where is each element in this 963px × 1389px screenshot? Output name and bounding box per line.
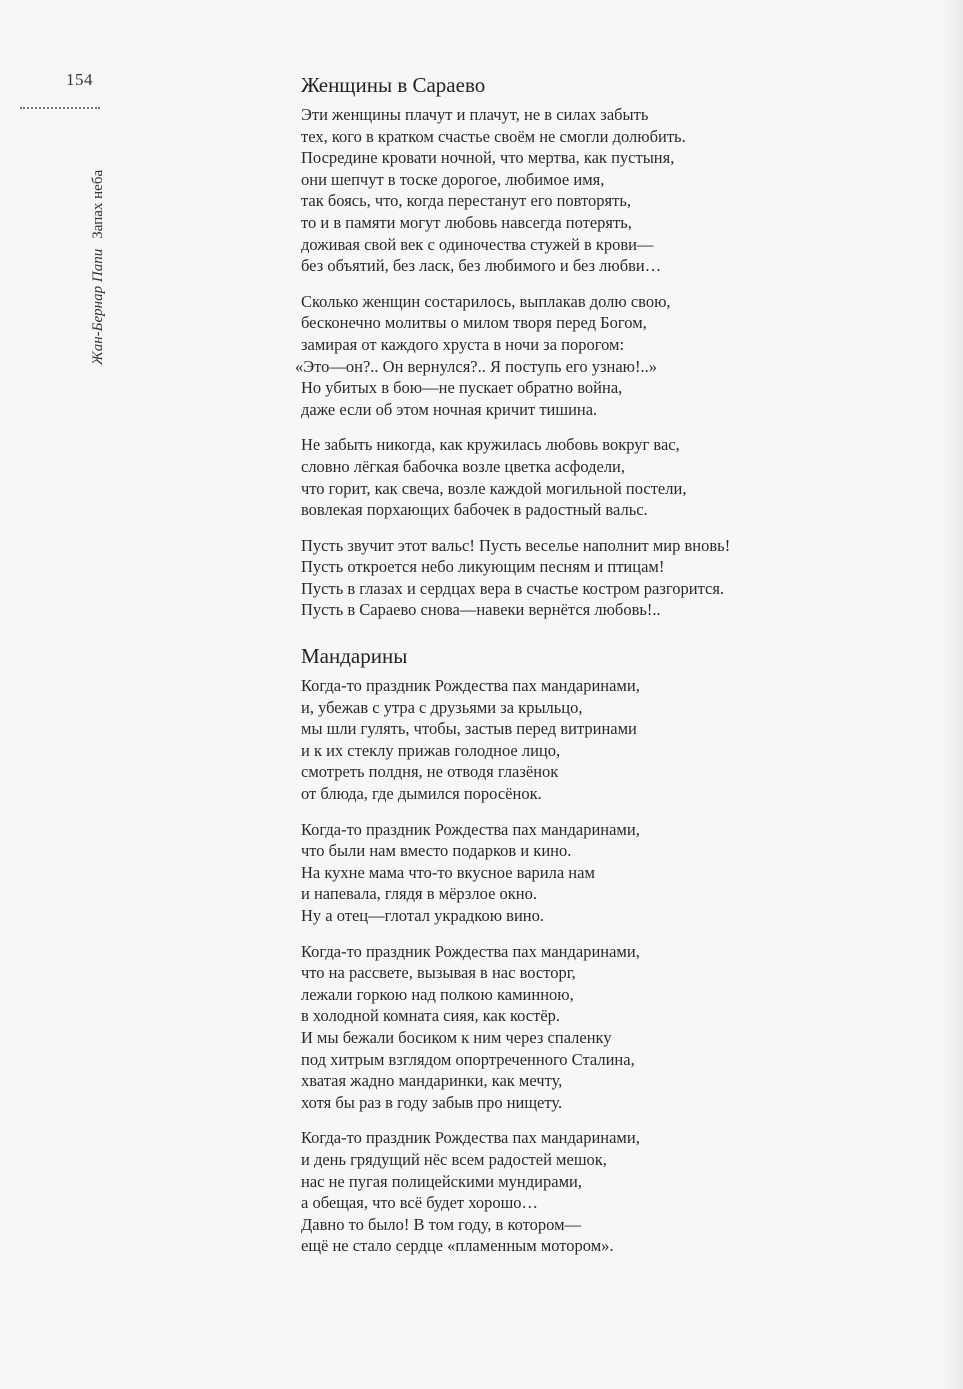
poem-line: и, убежав с утра с друзьями за крыльцо, xyxy=(301,697,583,717)
poem xyxy=(301,643,921,1257)
poem-line: Эти женщины плачут и плачут, не в силах забыть xyxy=(301,105,649,124)
poem-line: а обещая, что всё будет хорошо… xyxy=(301,1193,539,1213)
poem-line: замирая от каждого хруста в ночи за порогом: xyxy=(301,334,625,354)
poem-line: бесконечно молитвы о милом творя перед Богом, xyxy=(301,313,647,333)
poem-line: Давно то было! В том году, в котором— xyxy=(301,1214,582,1234)
poem-line: тех, кого в кратком счастье своём не смогли долюбить. xyxy=(301,126,686,146)
poem-line: в холодной комната сияя, как костёр. xyxy=(301,1006,561,1026)
poem-line: Пусть звучит этот вальс! Пусть веселье наполнит мир вновь! xyxy=(301,535,731,555)
poem-line: Ну а отец—глотал украдкою вино. xyxy=(301,906,545,925)
poem-line: без объятий, без ласк, без любимого и без любви… xyxy=(301,256,662,276)
poem-line: И мы бежали босиком к ним через спаленку xyxy=(301,1027,612,1047)
page-edge-shadow xyxy=(941,0,963,1389)
poem-line: хотя бы раз в году забыв про нищету. xyxy=(301,1092,563,1112)
page-content xyxy=(295,72,921,1271)
poem-line: даже если об этом ночная кричит тишина. xyxy=(301,399,598,419)
poem-line: На кухне мама что-то вкусное варила нам xyxy=(301,862,595,882)
dotted-rule-divider xyxy=(20,107,100,109)
poem-line: от блюда, где дымился поросёнок. xyxy=(301,784,542,804)
page-number: 154 xyxy=(66,70,93,89)
poem-line: «Это—он?.. Он вернулся?.. Я поступь его узнаю!..» xyxy=(295,356,657,376)
poem-line: доживая свой век с одиночества стужей в крови— xyxy=(301,234,654,254)
poem-line: и напевала, глядя в мёрзлое окно. xyxy=(301,884,538,904)
poem-title: Мандарины xyxy=(301,644,408,669)
running-head-author: Жан-Бернар Папи xyxy=(90,248,106,365)
poem-line: что были нам вместо подарков и кино. xyxy=(301,841,572,861)
poem-line: вовлекая порхающих бабочек в радостный вальс. xyxy=(301,500,648,520)
poem-line: Пусть в Сараево снова—навеки вернётся любовь!.. xyxy=(301,600,661,620)
stanza xyxy=(301,675,921,805)
poem-line: нас не пугая полицейскими мундирами, xyxy=(301,1171,582,1191)
stanza xyxy=(301,1127,921,1257)
poem xyxy=(295,72,921,621)
poem-line: Пусть откроется небо ликующим песням и птицам! xyxy=(301,557,665,577)
poem-line: Пусть в глазах и сердцах вера в счастье костром разгорится. xyxy=(301,578,725,598)
poem-line: так боясь, что, когда перестанут его повторять, xyxy=(301,191,631,211)
running-head xyxy=(90,170,107,365)
poem-line: Но убитых в бою—не пускает обратно война, xyxy=(301,378,623,398)
poem-line: ещё не стало сердце «пламенным мотором». xyxy=(301,1236,614,1256)
stanza xyxy=(301,434,921,520)
poem-line: и день грядущий нёс всем радостей мешок, xyxy=(301,1149,607,1169)
stanza xyxy=(301,104,921,277)
poem-line: словно лёгкая бабочка возле цветка асфодели, xyxy=(301,456,626,476)
poem-line: то и в памяти могут любовь навсегда потерять, xyxy=(301,212,632,232)
poem-line: Не забыть никогда, как кружилась любовь вокруг вас, xyxy=(301,435,680,455)
poem-line: Когда-то праздник Рождества пах мандаринами, xyxy=(301,676,640,696)
poem-line: лежали горкою над полкою каминною, xyxy=(301,984,574,1004)
running-head-book-title: Запах неба xyxy=(90,169,106,239)
poem-line: что на рассвете, вызывая в нас восторг, xyxy=(301,963,576,983)
poem-title: Женщины в Сараево xyxy=(301,73,486,97)
stanza xyxy=(301,535,921,621)
stanza xyxy=(295,291,921,421)
poem-line: что горит, как свеча, возле каждой могильной постели, xyxy=(301,478,687,498)
poem-line: Посредине кровати ночной, что мертва, как пустыня, xyxy=(301,148,675,168)
poem-line: они шепчут в тоске дорогое, любимое имя, xyxy=(301,169,605,189)
poem-line: Сколько женщин состарилось, выплакав долю свою, xyxy=(301,291,671,311)
poem-line: под хитрым взглядом опортреченного Сталина, xyxy=(301,1049,635,1069)
poem-line: хватая жадно мандаринки, как мечту, xyxy=(301,1071,563,1091)
stanza xyxy=(301,819,921,927)
poem-line: смотреть полдня, не отводя глазёнок xyxy=(301,762,559,782)
poem-line: Когда-то праздник Рождества пах мандаринами, xyxy=(301,941,640,961)
stanza xyxy=(301,941,921,1114)
poem-line: и к их стеклу прижав голодное лицо, xyxy=(301,740,561,760)
poem-line: Когда-то праздник Рождества пах мандаринами, xyxy=(301,819,640,839)
poem-line: Когда-то праздник Рождества пах мандаринами, xyxy=(301,1128,640,1148)
poem-line: мы шли гулять, чтобы, застыв перед витринами xyxy=(301,719,637,739)
